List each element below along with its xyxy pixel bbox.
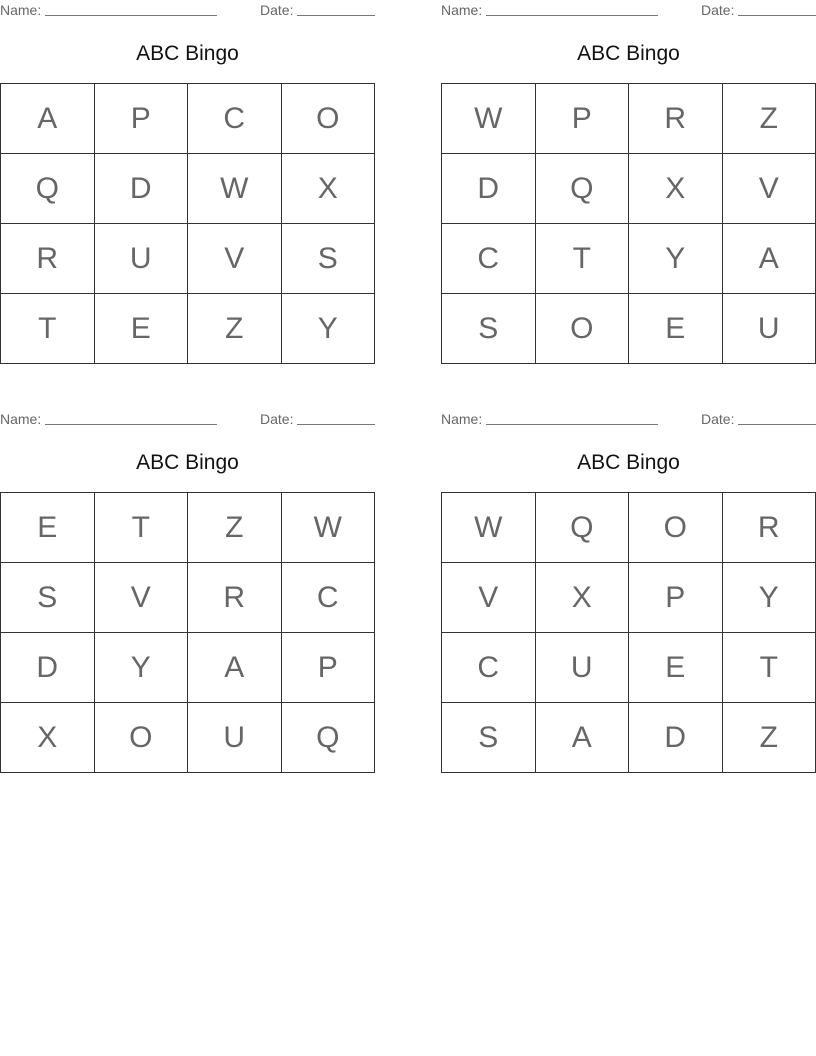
name-label: Name: <box>0 411 42 427</box>
bingo-cell[interactable]: O <box>94 703 188 773</box>
bingo-cell[interactable]: A <box>535 703 629 773</box>
bingo-cell[interactable]: C <box>281 563 375 633</box>
bingo-cell[interactable]: A <box>722 224 816 294</box>
bingo-cell[interactable]: D <box>94 154 188 224</box>
date-label: Date: <box>701 2 735 18</box>
card-header <box>441 409 816 429</box>
name-label: Name: <box>441 2 483 18</box>
bingo-cell[interactable]: S <box>442 703 536 773</box>
bingo-cell[interactable]: U <box>188 703 282 773</box>
date-blank-line[interactable] <box>297 15 375 16</box>
date-blank-line[interactable] <box>297 424 375 425</box>
bingo-cell[interactable]: R <box>1 224 95 294</box>
date-label: Date: <box>260 411 294 427</box>
bingo-cell[interactable]: U <box>722 294 816 364</box>
bingo-cell[interactable]: S <box>281 224 375 294</box>
date-label: Date: <box>701 411 735 427</box>
bingo-cell[interactable]: Z <box>188 294 282 364</box>
bingo-card-3 <box>0 409 375 774</box>
bingo-cell[interactable]: O <box>281 84 375 154</box>
date-blank-line[interactable] <box>738 15 816 16</box>
bingo-cell[interactable]: W <box>281 493 375 563</box>
bingo-cell[interactable]: A <box>1 84 95 154</box>
bingo-cell[interactable]: S <box>442 294 536 364</box>
bingo-row <box>1 154 375 224</box>
bingo-cell[interactable]: Q <box>535 493 629 563</box>
bingo-row <box>1 84 375 154</box>
bingo-cell[interactable]: P <box>535 84 629 154</box>
card-title: ABC Bingo <box>577 42 680 65</box>
name-label: Name: <box>0 2 42 18</box>
bingo-cell[interactable]: Y <box>722 563 816 633</box>
bingo-cell[interactable]: Z <box>722 703 816 773</box>
bingo-cell[interactable]: V <box>188 224 282 294</box>
bingo-cell[interactable]: V <box>722 154 816 224</box>
card-header <box>441 0 816 20</box>
bingo-row <box>442 154 816 224</box>
bingo-grid <box>441 83 816 364</box>
bingo-cell[interactable]: W <box>442 493 536 563</box>
bingo-cell[interactable]: U <box>535 633 629 703</box>
name-blank-line[interactable] <box>45 424 217 425</box>
bingo-row <box>442 563 816 633</box>
bingo-cell[interactable]: Q <box>535 154 629 224</box>
bingo-cell[interactable]: X <box>1 703 95 773</box>
bingo-card-1 <box>0 0 375 365</box>
bingo-cell[interactable]: O <box>535 294 629 364</box>
bingo-cell[interactable]: E <box>629 294 723 364</box>
name-label: Name: <box>441 411 483 427</box>
card-header <box>0 409 375 429</box>
card-title: ABC Bingo <box>136 451 239 474</box>
bingo-cell[interactable]: T <box>722 633 816 703</box>
bingo-row <box>442 224 816 294</box>
bingo-cell[interactable]: P <box>629 563 723 633</box>
bingo-cell[interactable]: U <box>94 224 188 294</box>
bingo-row <box>442 703 816 773</box>
card-title: ABC Bingo <box>136 42 239 65</box>
bingo-row <box>1 703 375 773</box>
bingo-row <box>1 224 375 294</box>
bingo-grid <box>0 492 375 773</box>
bingo-cell[interactable]: A <box>188 633 282 703</box>
bingo-row <box>442 84 816 154</box>
bingo-cell[interactable]: R <box>629 84 723 154</box>
bingo-row <box>442 633 816 703</box>
bingo-cell[interactable]: W <box>442 84 536 154</box>
bingo-cell[interactable]: P <box>94 84 188 154</box>
bingo-cell[interactable]: X <box>629 154 723 224</box>
bingo-grid <box>441 492 816 773</box>
bingo-card-4 <box>441 409 816 774</box>
bingo-grid <box>0 83 375 364</box>
name-blank-line[interactable] <box>486 424 658 425</box>
bingo-cell[interactable]: E <box>94 294 188 364</box>
bingo-cell[interactable]: T <box>535 224 629 294</box>
bingo-cell[interactable]: X <box>535 563 629 633</box>
bingo-row <box>1 294 375 364</box>
bingo-cell[interactable]: X <box>281 154 375 224</box>
bingo-cell[interactable]: D <box>442 154 536 224</box>
bingo-cell[interactable]: E <box>1 493 95 563</box>
bingo-cell[interactable]: Y <box>281 294 375 364</box>
bingo-cell[interactable]: Q <box>281 703 375 773</box>
bingo-cell[interactable]: Y <box>94 633 188 703</box>
bingo-cell[interactable]: D <box>629 703 723 773</box>
bingo-cell[interactable]: E <box>629 633 723 703</box>
card-header <box>0 0 375 20</box>
bingo-cell[interactable]: V <box>94 563 188 633</box>
bingo-row <box>1 493 375 563</box>
bingo-cell[interactable]: V <box>442 563 536 633</box>
bingo-row <box>1 633 375 703</box>
bingo-card-2 <box>441 0 816 365</box>
bingo-cell[interactable]: Z <box>188 493 282 563</box>
date-blank-line[interactable] <box>738 424 816 425</box>
bingo-row <box>442 493 816 563</box>
bingo-row <box>442 294 816 364</box>
bingo-cell[interactable]: T <box>94 493 188 563</box>
name-blank-line[interactable] <box>486 15 658 16</box>
bingo-cell[interactable]: P <box>281 633 375 703</box>
bingo-cell[interactable]: O <box>629 493 723 563</box>
bingo-cell[interactable]: S <box>1 563 95 633</box>
bingo-cell[interactable]: Q <box>1 154 95 224</box>
bingo-row <box>1 563 375 633</box>
bingo-cell[interactable]: C <box>442 224 536 294</box>
bingo-cell[interactable]: Z <box>722 84 816 154</box>
date-label: Date: <box>260 2 294 18</box>
bingo-cell[interactable]: Y <box>629 224 723 294</box>
bingo-cell[interactable]: T <box>1 294 95 364</box>
bingo-cell[interactable]: R <box>722 493 816 563</box>
bingo-cell[interactable]: R <box>188 563 282 633</box>
card-title: ABC Bingo <box>577 451 680 474</box>
bingo-cell[interactable]: C <box>442 633 536 703</box>
bingo-cell[interactable]: C <box>188 84 282 154</box>
bingo-cell[interactable]: W <box>188 154 282 224</box>
name-blank-line[interactable] <box>45 15 217 16</box>
bingo-cell[interactable]: D <box>1 633 95 703</box>
